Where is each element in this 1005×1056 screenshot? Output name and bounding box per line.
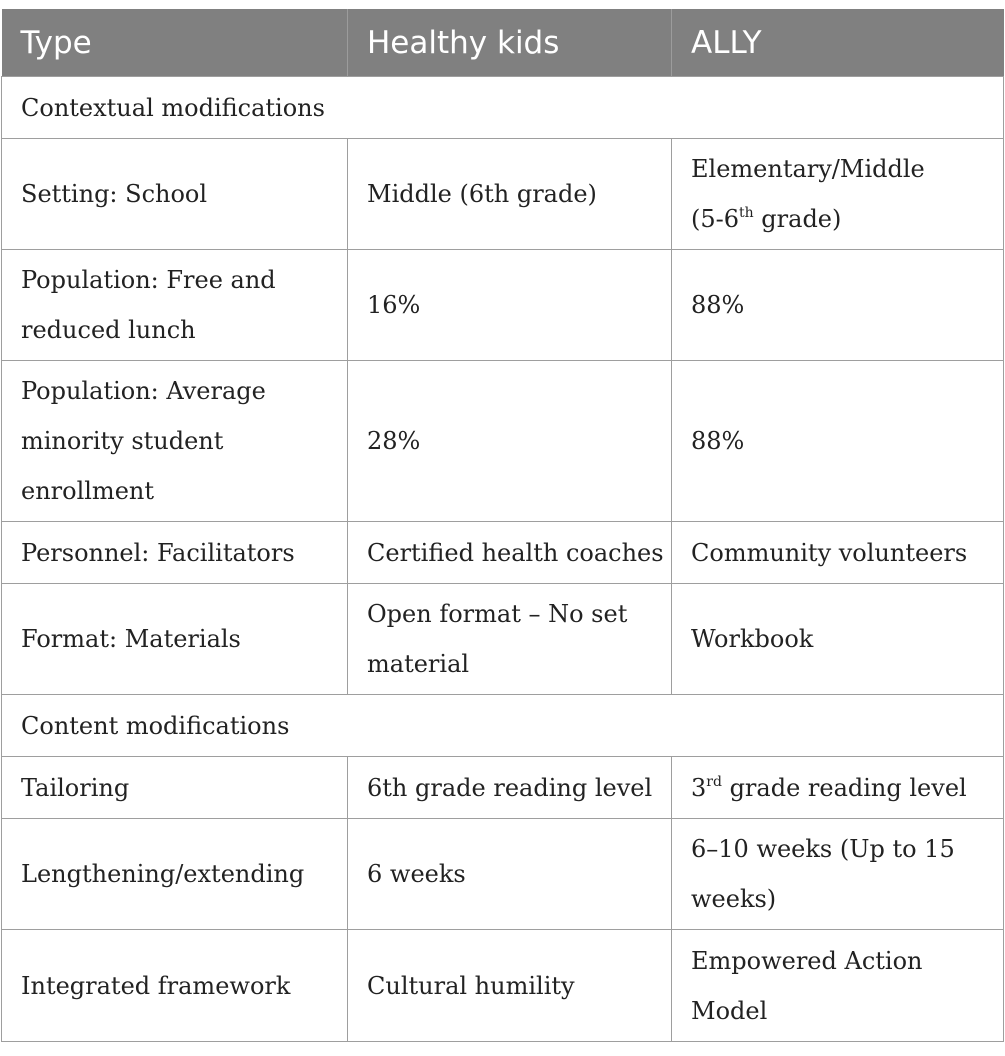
table-row-lunch bbox=[2, 250, 1004, 361]
section-label-content: Content modifications bbox=[2, 695, 1004, 757]
cell-ally: 88% bbox=[672, 250, 1004, 361]
ally-tailoring-sup: rd bbox=[706, 773, 722, 790]
table-header bbox=[2, 9, 1004, 77]
table-row-setting bbox=[2, 139, 1004, 250]
cell-healthy: Open format – No set material bbox=[348, 584, 672, 695]
table-row-framework bbox=[2, 930, 1004, 1042]
header-ally: ALLY bbox=[672, 9, 1004, 77]
table-row-tailoring bbox=[2, 757, 1004, 819]
ally-setting-pre: (5-6 bbox=[691, 205, 740, 233]
table-row-minority bbox=[2, 361, 1004, 522]
cell-type: Tailoring bbox=[2, 757, 348, 819]
table-row-format bbox=[2, 584, 1004, 695]
table-row-length bbox=[2, 819, 1004, 930]
ally-tailoring-post: grade reading level bbox=[721, 773, 967, 802]
cell-ally bbox=[672, 139, 1004, 250]
cell-type: Personnel: Facilitators bbox=[2, 522, 348, 584]
cell-healthy: Middle (6th grade) bbox=[348, 139, 672, 250]
cell-ally: 88% bbox=[672, 361, 1004, 522]
cell-ally: 6–10 weeks (Up to 15 weeks) bbox=[672, 819, 1004, 930]
ally-setting-post: grade) bbox=[753, 205, 842, 233]
section-label-contextual: Contextual modifications bbox=[2, 77, 1004, 139]
cell-healthy: 6th grade reading level bbox=[348, 757, 672, 819]
header-row bbox=[2, 9, 1004, 77]
header-healthy-kids: Healthy kids bbox=[348, 9, 672, 77]
section-row-content bbox=[2, 695, 1004, 757]
cell-healthy: Certified health coaches bbox=[348, 522, 672, 584]
ally-setting-line1: Elementary/Middle bbox=[691, 155, 925, 183]
cell-healthy: 6 weeks bbox=[348, 819, 672, 930]
cell-type: Population: Average minority student enrollment bbox=[2, 361, 348, 522]
cell-ally: Workbook bbox=[672, 584, 1004, 695]
cell-ally bbox=[672, 757, 1004, 819]
cell-type: Integrated framework bbox=[2, 930, 348, 1042]
cell-type: Format: Materials bbox=[2, 584, 348, 695]
cell-type: Population: Free and reduced lunch bbox=[2, 250, 348, 361]
table-row-personnel bbox=[2, 522, 1004, 584]
cell-healthy: 16% bbox=[348, 250, 672, 361]
cell-type: Setting: School bbox=[2, 139, 348, 250]
header-type: Type bbox=[2, 9, 348, 77]
cell-healthy: Cultural humility bbox=[348, 930, 672, 1042]
cell-healthy: 28% bbox=[348, 361, 672, 522]
ally-tailoring-pre: 3 bbox=[691, 773, 707, 802]
ally-setting-sup: th bbox=[739, 205, 754, 221]
cell-type: Lengthening/extending bbox=[2, 819, 348, 930]
modifications-table bbox=[1, 9, 1004, 1042]
cell-ally: Community volunteers bbox=[672, 522, 1004, 584]
table-body bbox=[2, 77, 1004, 1042]
section-row-contextual bbox=[2, 77, 1004, 139]
cell-ally: Empowered Action Model bbox=[672, 930, 1004, 1042]
